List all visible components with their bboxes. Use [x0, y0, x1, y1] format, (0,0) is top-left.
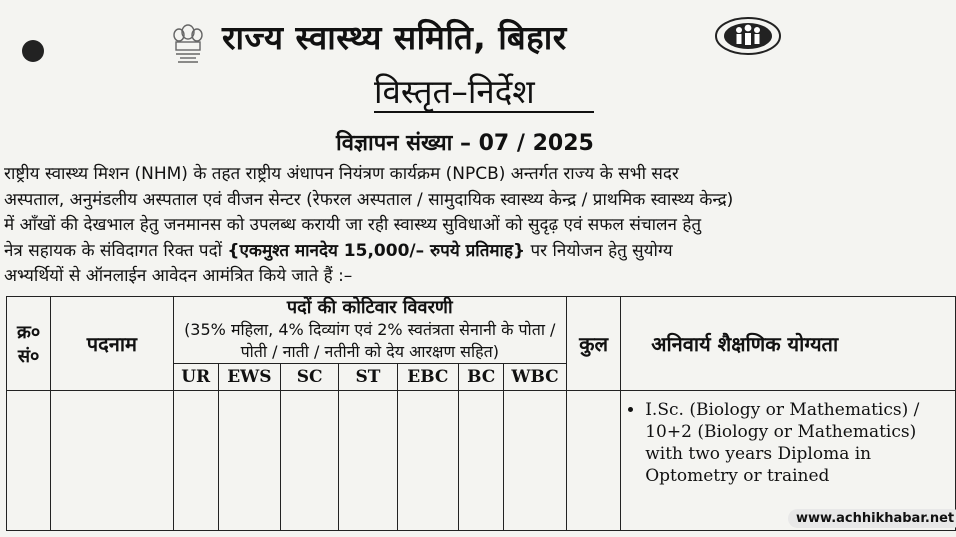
total-header: कुल — [566, 297, 620, 391]
ur-cell — [173, 391, 218, 531]
paragraph-line: अभ्यर्थियों से ऑनलाईन आवेदन आमंत्रित किये जाते हैं :– — [4, 266, 353, 286]
vacancy-table — [6, 296, 956, 531]
table-header-row — [7, 297, 956, 364]
state-emblem-icon — [168, 22, 208, 66]
category-st: ST — [339, 364, 397, 391]
total-cell — [566, 391, 620, 531]
category-sc: SC — [280, 364, 338, 391]
sc-cell — [280, 391, 338, 531]
paragraph-line: अस्पताल, अनुमंडलीय अस्पताल एवं वीजन सेन्टर (रेफरल अस्पताल / सामुदायिक स्वास्थ्य केन्द्र / प्राथमिक स्वास्थ्य केन्द्र) — [4, 189, 734, 210]
category-note: (35% महिला, 4% दिव्यांग एवं 2% स्वतंत्रता सेनानी के पोता / पोती / नाती / नतीनी को देय आरक्षण सहित) — [184, 320, 556, 361]
paragraph-line: में आँखों की देखभाल हेतु जनमानस को उपलब्ध करायी जा रही स्वास्थ्य सुविधाओं को सुदृढ़ एवं सफल संचालन हेतु — [4, 215, 702, 235]
document-title: विस्तृत–निर्देश — [374, 73, 594, 113]
qualification-list — [621, 391, 955, 487]
punch-hole — [22, 40, 44, 62]
paragraph-line — [4, 239, 956, 265]
category-bc: BC — [459, 364, 504, 391]
category-ebc: EBC — [397, 364, 459, 391]
serial-number-header: क्र० सं० — [7, 297, 51, 391]
paragraph-text: नेत्र सहायक के संविदागत रिक्त पदों — [4, 240, 228, 261]
category-header — [173, 297, 566, 364]
ews-cell — [218, 391, 280, 531]
serial-number-cell — [7, 391, 51, 531]
post-name-cell — [51, 391, 173, 531]
paragraph-text: पर नियोजन हेतु सुयोग्य — [525, 240, 673, 261]
qualification-header: अनिवार्य शैक्षणिक योग्यता — [621, 297, 956, 391]
honorarium-text: {एकमुश्त मानदेय 15,000/– रुपये प्रतिमाह} — [227, 240, 526, 261]
st-cell — [339, 391, 397, 531]
category-title: पदों की कोटिवार विवरणी — [286, 297, 453, 318]
bc-cell — [459, 391, 504, 531]
organization-title: राज्य स्वास्थ्य समिति, बिहार — [222, 18, 567, 57]
watermark: www.achhikhabar.net — [788, 509, 956, 528]
list-item: • I.Sc. (Biology or Mathematics) / 10+2 (Biology or Mathematics) with two years Diploma in Optometry or trained — [645, 399, 955, 487]
category-wbc: WBC — [504, 364, 567, 391]
national-health-mission-logo-icon — [712, 12, 784, 56]
notice-paragraph — [4, 162, 956, 290]
ebc-cell — [397, 391, 459, 531]
paragraph-line: राष्ट्रीय स्वास्थ्य मिशन (NHM) के तहत राष्ट्रीय अंधापन नियंत्रण कार्यक्रम (NPCB) अन्तर्गत राज्य के सभी सदर — [4, 164, 679, 184]
category-ews: EWS — [218, 364, 280, 391]
post-name-header: पदनाम — [51, 297, 173, 391]
advertisement-number: विज्ञापन संख्या – 07 / 2025 — [336, 131, 594, 156]
category-ur: UR — [173, 364, 218, 391]
wbc-cell — [504, 391, 567, 531]
